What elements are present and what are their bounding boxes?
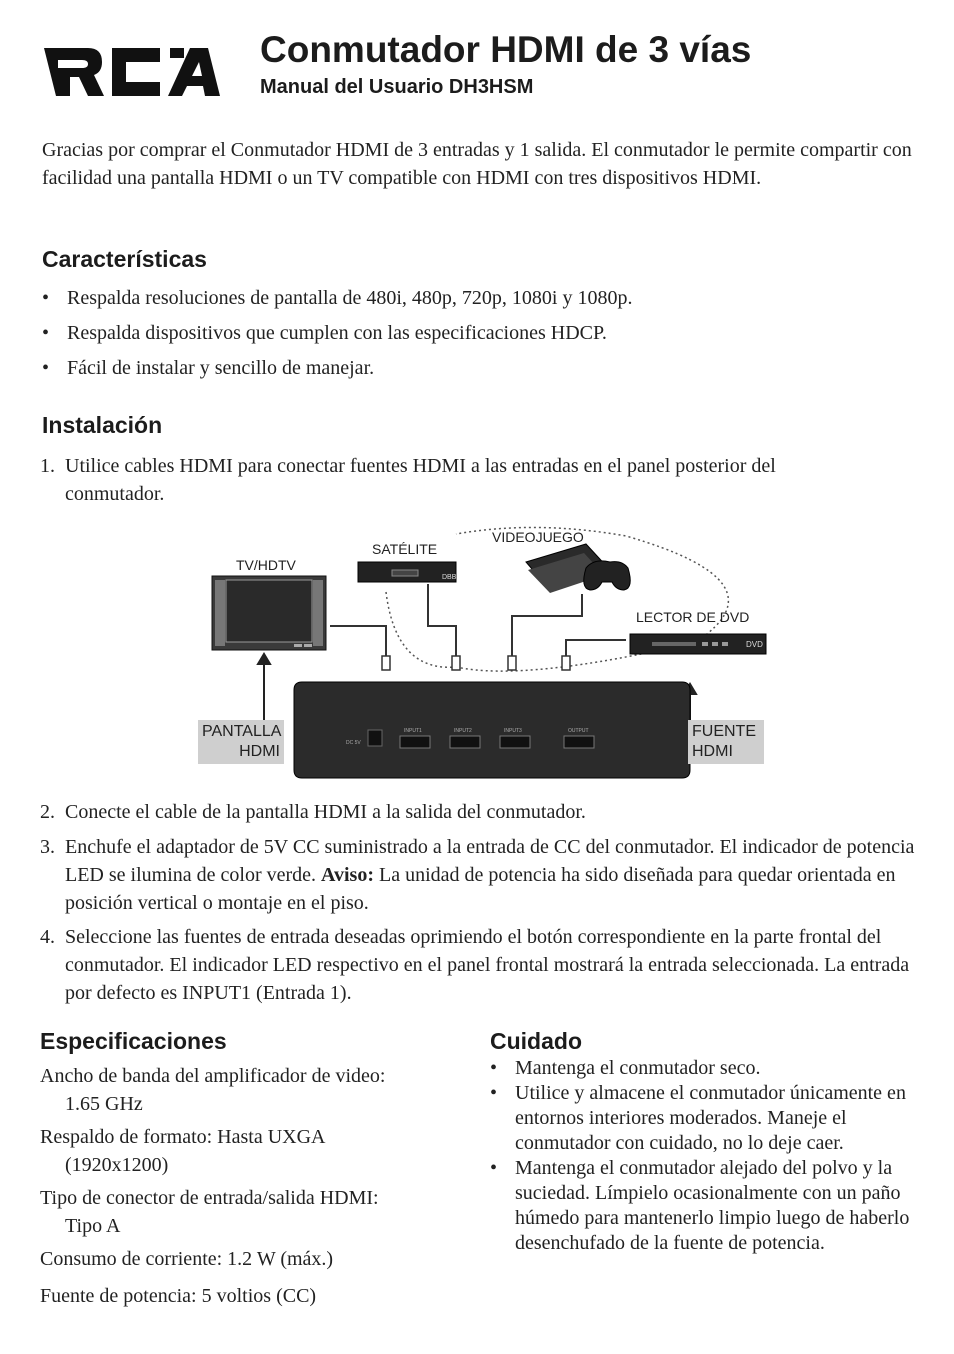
- features-list: [42, 284, 632, 389]
- bullet-glyph: •: [42, 322, 50, 344]
- specs-heading: Especificaciones: [40, 1028, 227, 1054]
- spec-line: Consumo de corriente: 1.2 W (máx.): [40, 1248, 334, 1270]
- install-step: [40, 923, 920, 1007]
- dvd-brand: DVD: [746, 640, 763, 649]
- bullet-glyph: •: [490, 1057, 498, 1079]
- install-step: [40, 452, 840, 508]
- step-text-part: Enchufe el adaptador de 5V CC suministrado a la entrada de CC del conmutador. El indicador de potencia LED se ilumina de color verde.: [65, 836, 915, 886]
- display-hdmi-label: [198, 720, 284, 764]
- feature-text: Fácil de instalar y sencillo de manejar.: [67, 357, 375, 379]
- step-number: 2.: [40, 801, 55, 823]
- port-label: INPUT1: [404, 728, 422, 734]
- care-text: Mantenga el conmutador seco.: [515, 1057, 761, 1079]
- videogame-label: VIDEOJUEGO: [492, 529, 584, 545]
- list-item: [490, 1081, 910, 1156]
- installation-heading: Instalación: [42, 412, 163, 438]
- care-text: Mantenga el conmutador alejado del polvo y la suciedad. Límpielo ocasionalmente con un paño húmedo para mantenerlo limpio luego de haberlo desenchufado de la fuente de potencia.: [515, 1157, 910, 1254]
- display-label-line: HDMI: [239, 743, 280, 760]
- rca-logo: [42, 46, 222, 98]
- care-list: [490, 1056, 910, 1256]
- step-text: [65, 833, 920, 917]
- intro-paragraph: Gracias por comprar el Conmutador HDMI de 3 entradas y 1 salida. El conmutador le permite compartir con facilidad una pantalla HDMI o un TV compatible con HDMI con tres dispositivos HDMI.: [42, 139, 912, 189]
- spec-item: [40, 1062, 460, 1118]
- spec-line: Ancho de banda del amplificador de video:: [40, 1065, 386, 1087]
- spec-line: 1.65 GHz: [65, 1093, 143, 1115]
- step-text-part: La unidad de potencia ha sido diseñada para quedar orientada en posición vertical o montaje en el piso.: [65, 864, 896, 914]
- source-label-line: HDMI: [692, 743, 733, 760]
- step-text: Seleccione las fuentes de entrada deseadas oprimiendo el botón correspondiente en la parte frontal del conmutador. El indicador LED respectivo en el panel frontal mostrará la entrada seleccionada. La entrada por defecto es INPUT1 (Entrada 1).: [65, 926, 910, 1004]
- satellite-brand: DBB: [442, 574, 457, 581]
- install-step: [40, 833, 920, 917]
- source-label-line: FUENTE: [692, 723, 756, 740]
- spec-line: Respaldo de formato: Hasta UXGA: [40, 1126, 326, 1148]
- spec-item: [40, 1123, 460, 1179]
- dvd-label: LECTOR DE DVD: [636, 609, 750, 625]
- list-item: [490, 1056, 910, 1081]
- step-number: 3.: [40, 836, 55, 858]
- spec-line: Tipo A: [65, 1215, 121, 1237]
- hdmi-plugs: [382, 656, 570, 670]
- game-console-icon: [526, 544, 630, 593]
- feature-text: Respalda dispositivos que cumplen con las especificaciones HDCP.: [67, 322, 607, 344]
- spec-item: [40, 1245, 460, 1273]
- bullet-glyph: •: [490, 1082, 498, 1104]
- spec-line: Fuente de potencia: 5 voltios (CC): [40, 1285, 317, 1307]
- care-text: Utilice y almacene el conmutador únicamente en entornos interiores moderados. Maneje el conmutador con cuidado, no lo deje caer.: [515, 1082, 906, 1154]
- port-label: INPUT3: [504, 728, 522, 734]
- port-label: DC 5V: [346, 740, 361, 746]
- list-item: [490, 1156, 910, 1256]
- bullet-glyph: •: [42, 287, 50, 309]
- list-item: [42, 354, 632, 389]
- list-item: [42, 319, 632, 354]
- port-label: INPUT2: [454, 728, 472, 734]
- hdmi-switch-icon: [294, 682, 690, 778]
- spec-line: Tipo de conector de entrada/salida HDMI:: [40, 1187, 379, 1209]
- tv-label: TV/HDTV: [236, 557, 296, 573]
- step-text: Conecte el cable de la pantalla HDMI a la salida del conmutador.: [65, 801, 586, 823]
- feature-text: Respalda resoluciones de pantalla de 480i, 480p, 720p, 1080i y 1080p.: [67, 287, 633, 309]
- display-label-line: PANTALLA: [202, 723, 282, 740]
- hdmi-cables: [330, 584, 626, 656]
- step-number: 1.: [40, 455, 55, 477]
- step-number: 4.: [40, 926, 55, 948]
- step-text: Utilice cables HDMI para conectar fuentes HDMI a las entradas en el panel posterior del conmutador.: [65, 455, 776, 505]
- page-subtitle: Manual del Usuario DH3HSM: [260, 76, 534, 98]
- bullet-glyph: •: [42, 357, 50, 379]
- port-label: OUTPUT: [568, 728, 589, 734]
- spec-line: (1920x1200): [65, 1154, 169, 1176]
- tv-icon: [212, 576, 326, 650]
- page-title: Conmutador HDMI de 3 vías: [260, 29, 752, 70]
- care-heading: Cuidado: [490, 1028, 582, 1054]
- notice-label: Aviso:: [321, 864, 374, 886]
- features-heading: Características: [42, 246, 207, 272]
- install-step: [40, 798, 920, 826]
- spec-item: [40, 1282, 460, 1310]
- list-item: [42, 284, 632, 319]
- satellite-label: SATÉLITE: [372, 541, 438, 557]
- spec-item: [40, 1184, 460, 1240]
- bullet-glyph: •: [490, 1157, 498, 1179]
- source-hdmi-label: [688, 720, 764, 764]
